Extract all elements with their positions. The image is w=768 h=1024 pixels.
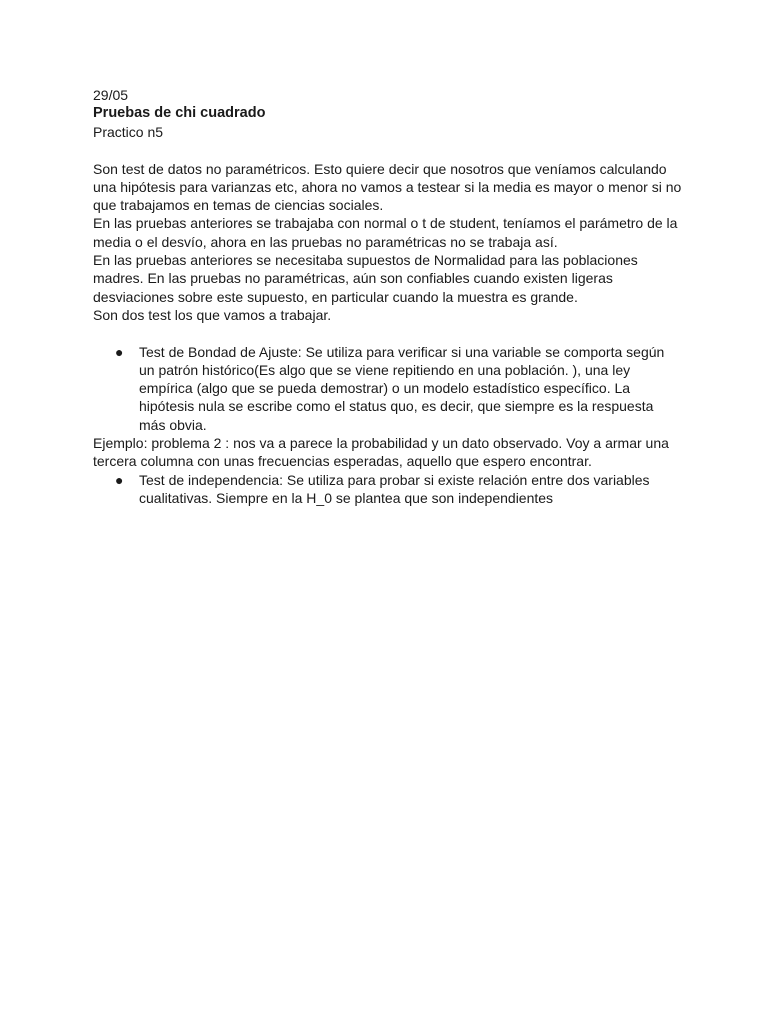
bullet-icon: ● xyxy=(115,471,124,488)
paragraph-spacer xyxy=(93,324,683,342)
test-list-1 xyxy=(93,343,683,434)
intro-paragraph-2: En las pruebas anteriores se trabajaba con normal o t de student, teníamos el parámetro de la media o el desvío, ahora en las pruebas no paramétricas no se trabaja así. xyxy=(93,215,678,250)
list-item-text: Test de independencia: Se utiliza para probar si existe relación entre dos variables cualitativas. Siempre en la H_0 se plantea que son independientes xyxy=(139,471,650,506)
intro-paragraph-3: En las pruebas anteriores se necesitaba supuestos de Normalidad para las poblaciones madres. En las pruebas no paramétricas, aún son confiables cuando existen ligeras desviaciones sobre este supuesto, en particular cuando la muestra es grande. xyxy=(93,252,638,305)
list-item-independencia xyxy=(93,471,683,508)
page-subtitle: Practico n5 xyxy=(93,124,164,141)
document-page xyxy=(93,86,683,507)
note-date: 29/05 xyxy=(93,87,129,103)
page-title: Pruebas de chi cuadrado xyxy=(93,105,266,122)
intro-paragraph-1: Son test de datos no paramétricos. Esto quiere decir que nosotros que veníamos calculando una hipótesis para varianzas etc, ahora no vamos a testear si la media es mayor o menor si no que trabajamos en temas de ciencias sociales. xyxy=(93,160,682,214)
example-paragraph: Ejemplo: problema 2 : nos va a parece la probabilidad y un dato observado. Voy a armar una tercera columna con unas frecuencias esperadas, aquello que espero encontrar. xyxy=(93,435,669,470)
list-item-text: Test de Bondad de Ajuste: Se utiliza para verificar si una variable se comporta según un patrón histórico(Es algo que se viene repitiendo en una población. ), una ley empírica (algo que se pueda demostrar) o un modelo estadístico específico. La hipótesis nula se escribe como el status quo, es decir, que siempre es la respuesta más obvia. xyxy=(139,343,665,433)
list-item-bondad-de-ajuste xyxy=(93,343,683,434)
intro-paragraph-4: Son dos test los que vamos a trabajar. xyxy=(93,306,332,323)
bullet-icon: ● xyxy=(115,343,124,360)
test-list-2 xyxy=(93,471,683,508)
